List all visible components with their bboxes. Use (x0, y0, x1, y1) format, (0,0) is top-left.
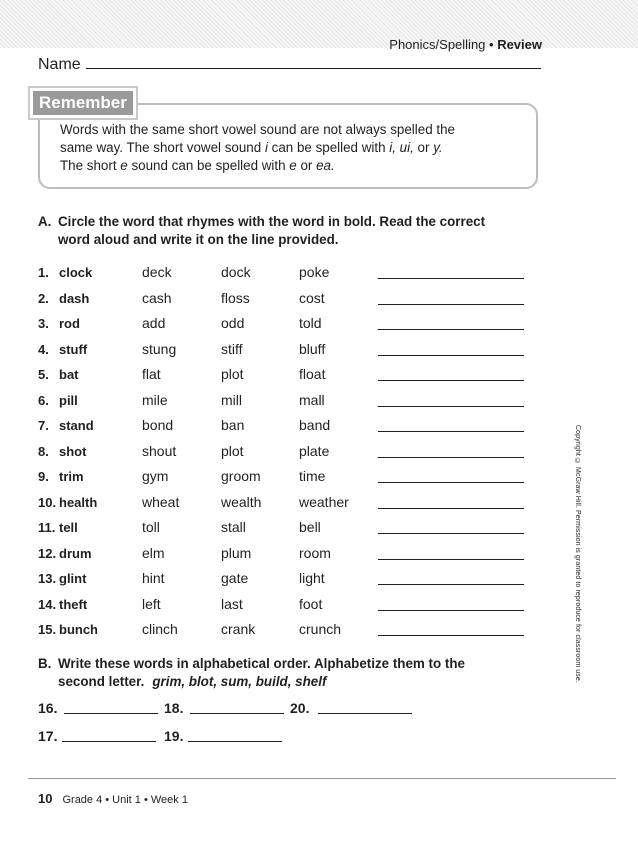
choice-word[interactable]: room (299, 544, 331, 561)
word-list: grim, blot, sum, build, shelf (152, 674, 327, 689)
target-word: drum (59, 545, 92, 561)
item-number: 12. (38, 545, 57, 561)
answer-line[interactable] (378, 329, 524, 330)
answer-line[interactable] (378, 584, 524, 585)
choice-word[interactable]: bell (299, 519, 321, 535)
footer-divider (28, 778, 616, 779)
choice-word[interactable]: told (299, 315, 322, 331)
choice-word[interactable]: float (299, 366, 326, 382)
answer-line[interactable] (378, 635, 524, 636)
blank-19-line[interactable] (188, 741, 282, 742)
target-word: bat (59, 367, 79, 382)
blank-17-number: 17. (38, 728, 58, 744)
choice-word[interactable]: wealth (221, 493, 262, 510)
choice-word[interactable]: poke (299, 264, 330, 280)
section-a-instructions: A. Circle the word that rhymes with the word in bold. Read the correct word aloud and write it on the line provided. (38, 214, 486, 247)
choice-word[interactable]: plate (299, 442, 330, 459)
name-write-line[interactable] (86, 68, 541, 69)
section-b-instructions: B. Write these words in alphabetical order. Alphabetize them to the second letter. grim, blot, sum, build, shelf (38, 656, 466, 689)
exercise-row (38, 519, 538, 539)
choice-word[interactable]: mile (142, 391, 168, 408)
header-review: Review (497, 37, 542, 52)
blank-20-line[interactable] (318, 713, 412, 714)
item-number: 9. (38, 469, 49, 484)
choice-word[interactable]: toll (142, 519, 160, 535)
item-number: 10. (38, 494, 57, 510)
choice-word[interactable]: bond (142, 417, 174, 433)
exercise-row (38, 264, 538, 284)
answer-line[interactable] (378, 355, 524, 356)
exercise-row (38, 366, 538, 386)
exercise-row (38, 596, 538, 616)
choice-word[interactable]: add (142, 315, 166, 331)
choice-word[interactable]: weather (299, 493, 349, 510)
target-word: stuff (59, 341, 88, 357)
answer-line[interactable] (378, 278, 524, 279)
name-label: Name (38, 56, 81, 73)
answer-line[interactable] (378, 559, 524, 560)
blank-20-number: 20. (290, 700, 310, 716)
remember-title: Remember (30, 88, 136, 118)
target-word: dash (59, 290, 90, 306)
exercise-row (38, 341, 538, 361)
item-number: 6. (38, 392, 49, 408)
target-word: shot (59, 443, 87, 459)
remember-line-1: Words with the same short vowel sound are not always spelled the (60, 122, 455, 137)
choice-word[interactable]: stall (221, 519, 246, 535)
item-number: 1. (38, 265, 49, 280)
choice-word[interactable]: last (221, 595, 243, 612)
header-prefix: Phonics/Spelling • (389, 37, 498, 52)
choice-word[interactable]: cash (142, 289, 172, 306)
exercise-row (38, 392, 538, 412)
choice-word[interactable]: crank (221, 621, 256, 637)
exercise-row (38, 417, 538, 437)
choice-word[interactable]: odd (221, 315, 245, 331)
answer-line[interactable] (378, 508, 524, 509)
choice-word[interactable]: left (142, 595, 161, 612)
page-header (389, 37, 542, 52)
item-number: 3. (38, 316, 49, 331)
answer-line[interactable] (378, 457, 524, 458)
choice-word[interactable]: foot (299, 595, 323, 612)
item-number: 13. (38, 571, 57, 586)
target-word: clock (59, 265, 93, 280)
exercise-row (38, 494, 538, 514)
answer-line[interactable] (378, 431, 524, 432)
item-number: 11. (38, 520, 56, 535)
target-word: pill (59, 392, 78, 408)
page-footer (38, 791, 188, 806)
item-number: 7. (38, 418, 49, 433)
choice-word[interactable]: mall (299, 391, 325, 408)
footer-text: Grade 4 • Unit 1 • Week 1 (62, 794, 188, 806)
target-word: rod (59, 316, 80, 331)
exercise-row (38, 315, 538, 335)
choice-word[interactable]: time (299, 468, 326, 484)
exercise-row (38, 545, 538, 565)
choice-word[interactable]: cost (299, 289, 325, 306)
choice-word[interactable]: dock (221, 264, 251, 280)
blank-19-number: 19. (164, 728, 184, 744)
item-number: 4. (38, 341, 49, 357)
answer-line[interactable] (378, 482, 524, 483)
target-word: tell (59, 520, 78, 535)
target-word: stand (59, 418, 94, 433)
target-word: glint (59, 571, 87, 586)
blank-16-line[interactable] (64, 713, 158, 714)
section-b-letter: B. (38, 656, 52, 671)
choice-word[interactable]: elm (142, 544, 165, 561)
top-pattern-band (0, 0, 638, 48)
choice-word[interactable]: floss (221, 289, 250, 306)
blank-16-number: 16. (38, 700, 58, 716)
choice-word[interactable]: wheat (142, 493, 180, 510)
choice-word[interactable]: light (299, 570, 325, 586)
exercise-row (38, 443, 538, 463)
choice-word[interactable]: hint (142, 570, 165, 586)
answer-line[interactable] (378, 610, 524, 611)
target-word: health (59, 494, 98, 510)
target-word: bunch (59, 622, 98, 637)
copyright-notice: Copyright © McGraw Hill. Permission is granted to reproduce for classroom use. (574, 425, 581, 683)
choice-word[interactable]: gate (221, 570, 249, 586)
page-number: 10 (38, 791, 53, 806)
answer-line[interactable] (378, 304, 524, 305)
target-word: trim (59, 469, 84, 484)
exercise-row (38, 570, 538, 590)
item-number: 15. (38, 622, 57, 637)
item-number: 14. (38, 596, 57, 612)
choice-word[interactable]: crunch (299, 621, 342, 637)
blank-17-line[interactable] (62, 741, 156, 742)
remember-line-2: same way. The short vowel sound i can be spelled with i, ui, or y. (60, 140, 443, 155)
choice-word[interactable]: shout (142, 442, 177, 459)
item-number: 8. (38, 443, 49, 459)
choice-word[interactable]: groom (221, 468, 261, 484)
choice-word[interactable]: ban (221, 417, 245, 433)
choice-word[interactable]: plot (221, 366, 244, 382)
answer-line[interactable] (378, 406, 524, 407)
choice-word[interactable]: band (299, 417, 331, 433)
exercise-row (38, 290, 538, 310)
blank-18-line[interactable] (190, 713, 284, 714)
choice-word[interactable]: stung (142, 340, 177, 357)
choice-word[interactable]: gym (142, 468, 169, 484)
item-number: 2. (38, 290, 49, 306)
exercise-row (38, 468, 538, 488)
exercise-row (38, 621, 538, 641)
blank-18-number: 18. (164, 700, 184, 716)
answer-line[interactable] (378, 380, 524, 381)
choice-word[interactable]: stiff (221, 340, 243, 357)
answer-line[interactable] (378, 533, 524, 534)
item-number: 5. (38, 367, 49, 382)
choice-word[interactable]: clinch (142, 621, 178, 637)
choice-word[interactable]: mill (221, 391, 242, 408)
section-a-letter: A. (38, 214, 52, 229)
choice-word[interactable]: deck (142, 264, 172, 280)
choice-word[interactable]: bluff (299, 340, 326, 357)
choice-word[interactable]: plot (221, 442, 244, 459)
remember-line-3: The short e sound can be spelled with e or ea. (60, 158, 335, 173)
target-word: theft (59, 596, 88, 612)
choice-word[interactable]: plum (221, 544, 252, 561)
choice-word[interactable]: flat (142, 366, 161, 382)
remember-text (60, 121, 520, 175)
